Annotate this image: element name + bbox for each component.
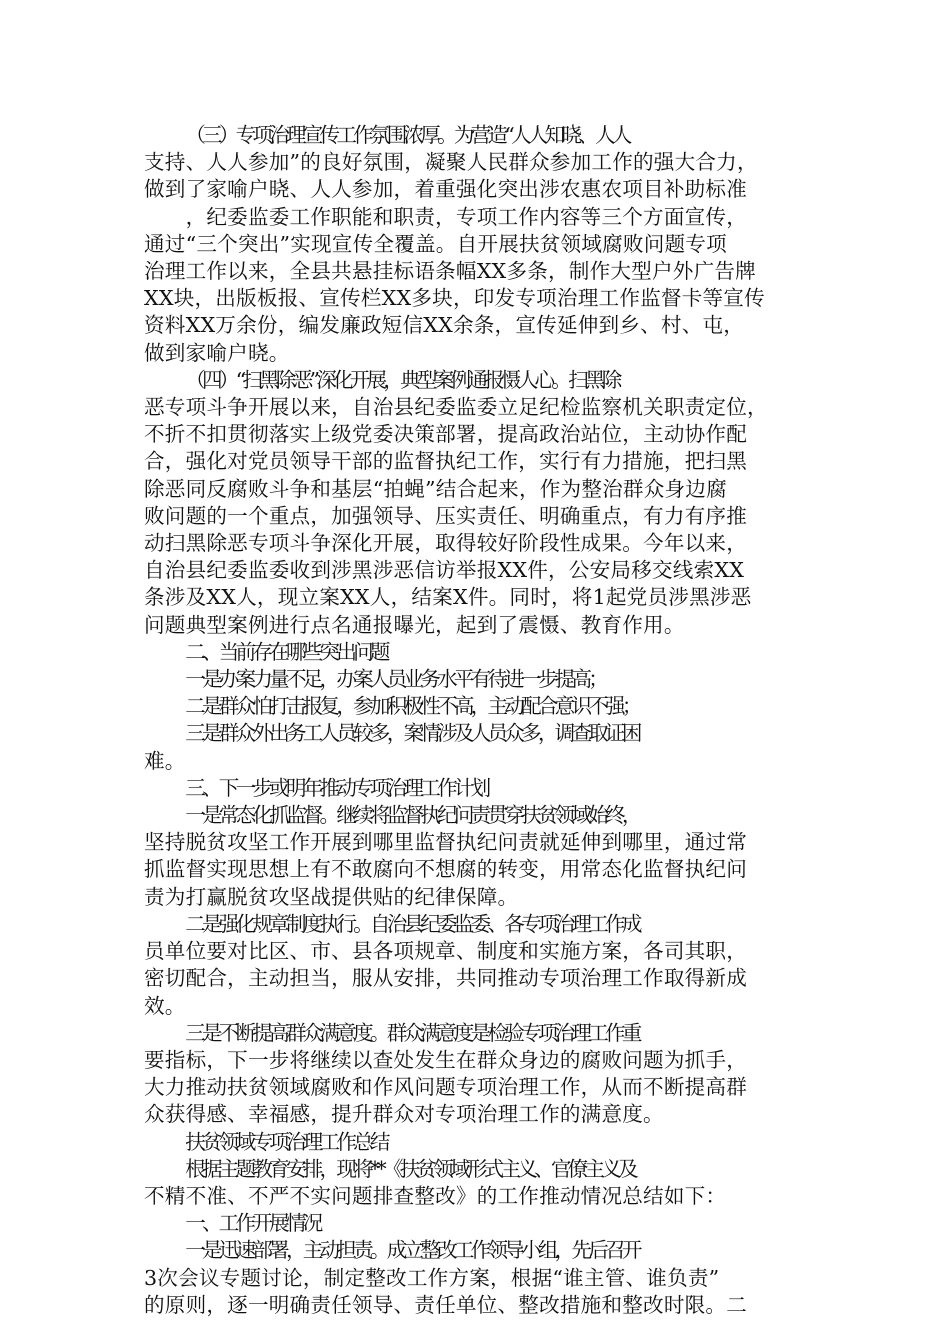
paragraph-p3 [144, 639, 812, 666]
text-line: 三、下一步或明年推动专项治理工作计划 [185, 775, 488, 800]
text-line: （四）“扫黑除恶”深化开展，典型案例通报慑人心。扫黑除 [185, 367, 619, 392]
paragraph-p8 [144, 802, 812, 911]
text-line: 做到家喻户晓。 [144, 340, 290, 365]
text-line: 不折不扣贯彻落实上级党委决策部署，提高政治站位，主动协作配 [144, 422, 748, 447]
text-line: 治理工作以来，全县共悬挂标语条幅XX多条，制作大型户外广告牌 [144, 259, 756, 284]
paragraph-p14 [144, 1237, 812, 1319]
paragraph-p1 [144, 122, 812, 367]
text-line: 抓监督实现思想上有不敢腐向不想腐的转变，用常态化监督执纪问 [144, 857, 748, 882]
text-line: 一是办案力量不足，办案人员业务水平有待进一步提高； [185, 667, 606, 692]
text-line: 众获得感、幸福感，提升群众对专项治理工作的满意度。 [144, 1102, 664, 1127]
text-line: 恶专项斗争开展以来，自治县纪委监委立足纪检监察机关职责定位， [144, 395, 768, 420]
paragraph-p7 [144, 775, 812, 802]
text-line: ，纪委监委工作职能和职责，专项工作内容等三个方面宣传， [144, 204, 748, 229]
text-line: 大力推动扶贫领域腐败和作风问题专项治理工作，从而不断提高群 [144, 1075, 748, 1100]
text-line: 二是群众怕打击报复，参加积极性不高，主动配合意识不强； [185, 694, 639, 719]
paragraph-p2 [144, 367, 812, 639]
text-line: 员单位要对比区、市、县各项规章、制度和实施方案，各司其职， [144, 939, 748, 964]
text-line: 责为打赢脱贫攻坚战提供贴的纪律保障。 [144, 884, 519, 909]
text-line: 二、当前存在哪些突出问题 [185, 639, 387, 664]
text-line: 二是强化规章制度执行。自治县纪委监委、各专项治理工作成 [185, 911, 639, 936]
text-line: 要指标，下一步将继续以查处发生在群众身边的腐败问题为抓手， [144, 1047, 748, 1072]
text-line: 三是群众外出务工人员较多，案情涉及人员众多，调查取证困 [185, 721, 639, 746]
document-body [144, 122, 812, 1319]
text-line: 动扫黑除恶专项斗争深化开展，取得较好阶段性成果。今年以来， [144, 531, 748, 556]
paragraph-p9 [144, 911, 812, 1020]
text-line: 一是常态化抓监督。继续将监督执纪问责贯穿扶贫领域始终， [185, 803, 639, 828]
text-line: 做到了家喻户晓、人人参加，着重强化突出涉农惠农项目补助标准 [144, 177, 748, 202]
text-line: 除恶同反腐败斗争和基层“拍蝇”结合起来，作为整治群众身边腐 [144, 476, 727, 501]
paragraph-p12 [144, 1156, 812, 1210]
text-line: 三是不断提高群众满意度。群众满意度是检验专项治理工作重 [185, 1020, 639, 1045]
text-line: 资料XX万余份，编发廉政短信XX余条，宣传延伸到乡、村、屯， [144, 313, 745, 338]
paragraph-p6 [144, 720, 812, 774]
paragraph-p5 [144, 693, 812, 720]
text-line: 效。 [144, 993, 186, 1018]
text-line: 密切配合，主动担当，服从安排，共同推动专项治理工作取得新成 [144, 966, 748, 991]
paragraph-p10 [144, 1020, 812, 1129]
text-line: 败问题的一个重点，加强领导、压实责任、明确重点，有力有序推 [144, 503, 748, 528]
text-line: 根据主题教育安排，现将**《扶贫领域形式主义、官僚主义及 [185, 1156, 635, 1181]
text-line: 扶贫领域专项治理工作总结 [185, 1129, 387, 1154]
text-line: 问题典型案例进行点名通报曝光，起到了震慑、教育作用。 [144, 612, 685, 637]
text-line: 条涉及XX人，现立案XX人，结案X件。同时，将1起党员涉黑涉恶 [144, 585, 752, 610]
text-line: 一、工作开展情况 [185, 1211, 320, 1236]
text-line: 不精不准、不严不实问题排查整改》的工作推动情况总结如下： [144, 1183, 727, 1208]
text-line: （三）专项治理宣传工作氛围浓厚。为营造“人人知晓、人人 [185, 123, 629, 147]
text-line: 合，强化对党员领导干部的监督执纪工作，实行有力措施，把扫黑 [144, 449, 748, 474]
text-line: 一是迅速部署，主动担责。成立整改工作领导小组，先后召开 [185, 1238, 639, 1263]
text-line: 支持、人人参加”的良好氛围，凝聚人民群众参加工作的强大合力， [144, 150, 758, 175]
text-line: XX块，出版板报、宣传栏XX多块，印发专项治理工作监督卡等宣传 [144, 286, 765, 311]
text-line: 的原则，逐一明确责任领导、责任单位、整改措施和整改时限。二 [144, 1292, 748, 1317]
text-line: 自治县纪委监委收到涉黑涉恶信访举报XX件，公安局移交线索XX [144, 558, 745, 583]
paragraph-p13 [144, 1210, 812, 1237]
text-line: 3次会议专题讨论，制定整改工作方案，根据“谁主管、谁负责” [144, 1265, 720, 1290]
paragraph-p4 [144, 666, 812, 693]
text-line: 坚持脱贫攻坚工作开展到哪里监督执纪问责就延伸到哪里，通过常 [144, 830, 748, 855]
text-line: 难。 [144, 748, 186, 773]
paragraph-p11 [144, 1129, 812, 1156]
text-line: 通过“三个突出”实现宣传全覆盖。自开展扶贫领域腐败问题专项 [144, 231, 727, 256]
